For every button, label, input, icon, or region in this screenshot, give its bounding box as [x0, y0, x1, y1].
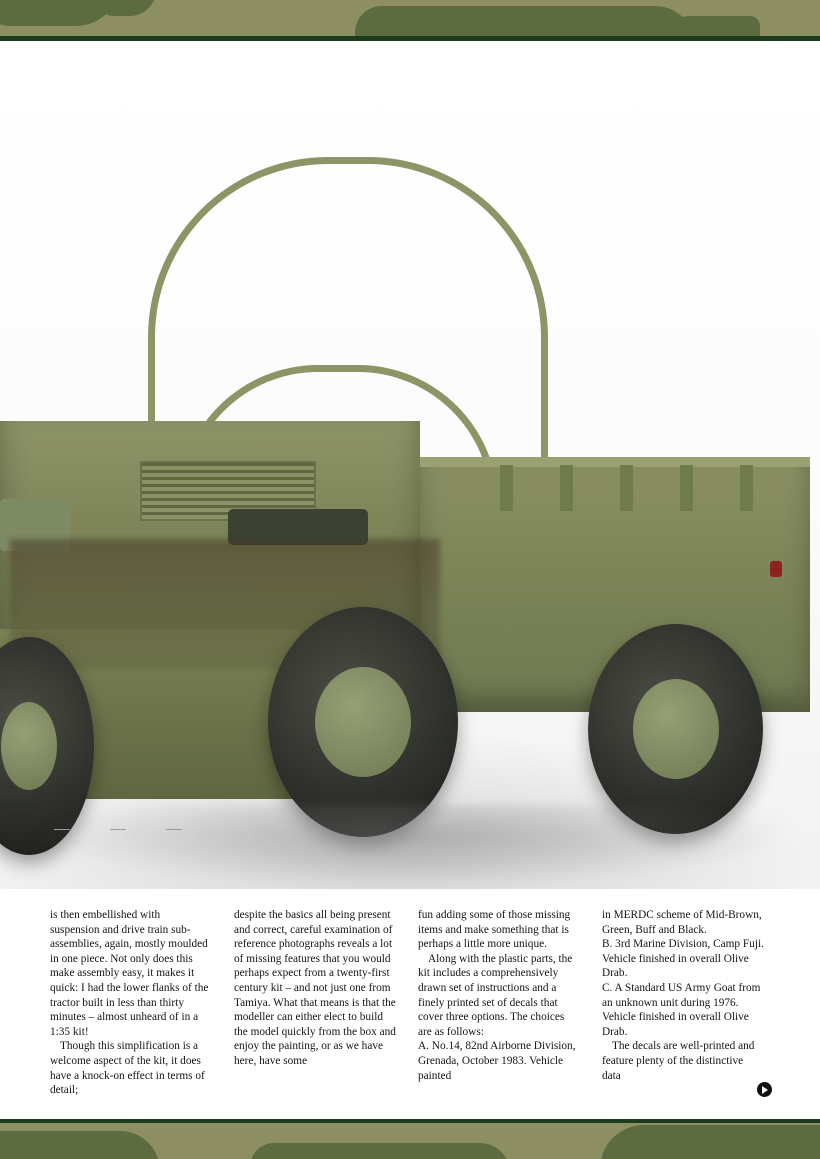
crop-mark [54, 829, 70, 830]
bed-stake [740, 465, 753, 511]
wheel-hub [633, 679, 719, 779]
text-column-3 [418, 908, 580, 1096]
text-column-4 [602, 908, 764, 1096]
camo-blob [96, 0, 156, 16]
photo-scene [0, 69, 820, 889]
paragraph: Though this simplification is a welcome aspect of the kit, it does have a knock-on effect in terms of detail; [50, 1040, 205, 1097]
paragraph: A. No.14, 82nd Airborne Division, Grenada, October 1983. Vehicle painted [418, 1040, 576, 1082]
bed-stake [680, 465, 693, 511]
article-body [50, 908, 770, 1096]
crop-mark [166, 829, 182, 830]
arrow-right-icon [757, 1082, 772, 1097]
camo-blob [600, 1125, 820, 1159]
wheel-rear [588, 624, 763, 834]
camo-blob [355, 6, 695, 36]
paragraph: despite the basics all being present and correct, careful examination of reference photographs reveals a lot of missing features that you would perhaps expect from a twenty-first century kit – and not just one from Tamiya. What that means is that the modeller can either elect to build the model quickly from the box and enjoy the painting, or as we have here, have some [234, 909, 396, 1067]
crop-mark [110, 829, 126, 830]
bed-stake [500, 465, 513, 511]
text-column-2 [234, 908, 396, 1096]
paragraph: Along with the plastic parts, the kit includes a comprehensively drawn set of instructions and a finely printed set of decals that cover three options. The choices are as follows: [418, 952, 573, 1038]
wheel-middle [268, 607, 458, 837]
wheel-hub [1, 702, 57, 790]
paragraph: C. A Standard US Army Goat from an unknown unit during 1976. Vehicle finished in overall Olive Drab. [602, 981, 761, 1038]
camo-blob [0, 1131, 160, 1159]
tail-light [770, 561, 782, 577]
paragraph: fun adding some of those missing items and make something that is perhaps a little more unique. [418, 909, 571, 951]
paragraph: in MERDC scheme of Mid-Brown, Green, Buff and Black. [602, 909, 762, 936]
bed-stake [560, 465, 573, 511]
article-photo [0, 41, 820, 906]
camo-blob [250, 1143, 510, 1159]
paragraph: The decals are well-printed and feature plenty of the distinctive data [602, 1040, 755, 1082]
camo-blob [660, 16, 760, 36]
wheel-hub [315, 667, 411, 777]
top-camouflage-band [0, 0, 820, 36]
bottom-camouflage-band [0, 1123, 820, 1159]
bed-stake [620, 465, 633, 511]
ground-shadow [40, 804, 780, 884]
paragraph: B. 3rd Marine Division, Camp Fuji. Vehicle finished in overall Olive Drab. [602, 938, 764, 980]
text-column-1 [50, 908, 212, 1096]
paragraph: is then embellished with suspension and drive train sub-assemblies, again, mostly moulded in one piece. Not only does this make assembly easy, it makes it quick: I had the lower flanks of the tractor built in less than thirty minutes – almost unheard of in a 1:35 kit! [50, 909, 209, 1038]
